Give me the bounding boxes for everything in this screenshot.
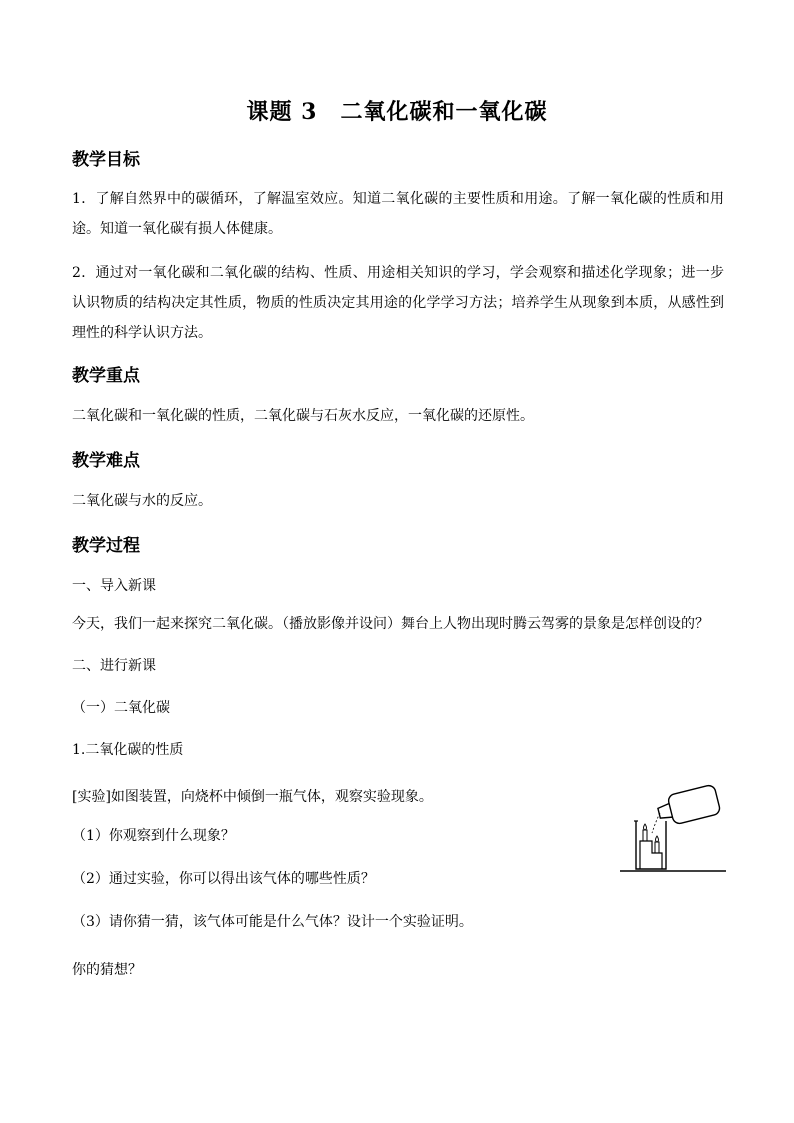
question-2: （2）通过实验，你可以得出该气体的哪些性质？ xyxy=(72,871,375,887)
gas-stream-icon xyxy=(652,813,660,833)
question-1: （1）你观察到什么现象？ xyxy=(72,828,235,844)
intro-title: 一、导入新课 xyxy=(72,578,156,594)
key-points-text: 二氧化碳和一氧化碳的性质，二氧化碳与石灰水反应，一氧化碳的还原性。 xyxy=(72,408,534,424)
beaker xyxy=(634,821,666,869)
heading-difficulties: 教学难点 xyxy=(72,451,140,471)
candle-low-icon xyxy=(655,836,659,853)
heading-process: 教学过程 xyxy=(72,536,140,556)
question-3: （3）请你猜一猜，该气体可能是什么气体？设计一个实验证明。 xyxy=(72,914,473,930)
candle-high-icon xyxy=(643,824,647,841)
objective-paragraph-1: 1．了解自然界中的碳循环，了解温室效应。知道二氧化碳的主要性质和用途。了解一氧化碳的性质和用途。知道一氧化碳有损人体健康。 xyxy=(72,191,724,237)
heading-key-points: 教学重点 xyxy=(72,366,140,386)
new-lesson-title: 二、进行新课 xyxy=(72,658,156,674)
heading-objectives: 教学目标 xyxy=(72,150,140,170)
difficulties-text: 二氧化碳与水的反应。 xyxy=(72,493,212,509)
experiment-illustration xyxy=(618,783,728,878)
guess-prompt: 你的猜想？ xyxy=(72,962,142,978)
objective-paragraph-2: 2．通过对一氧化碳和二氧化碳的结构、性质、用途相关知识的学习，学会观察和描述化学现象；进一步认识物质的结构决定其性质，物质的性质决定其用途的化学学习方法；培养学生从现象到本质，从感性到理性的科学认识方法。 xyxy=(72,265,724,341)
experiment-text: [实验]如图装置，向烧杯中倾倒一瓶气体，观察实验现象。 xyxy=(72,789,433,805)
intro-text: 今天，我们一起来探究二氧化碳。（播放影像并设问）舞台上人物出现时腾云驾雾的景象是怎样创设的？ xyxy=(72,616,709,632)
subsection-co2-properties: 1.二氧化碳的性质 xyxy=(72,742,184,758)
page-title: 课题 3 二氧化碳和一氧化碳 xyxy=(246,99,548,125)
subsection-co2: （一）二氧化碳 xyxy=(72,700,170,716)
